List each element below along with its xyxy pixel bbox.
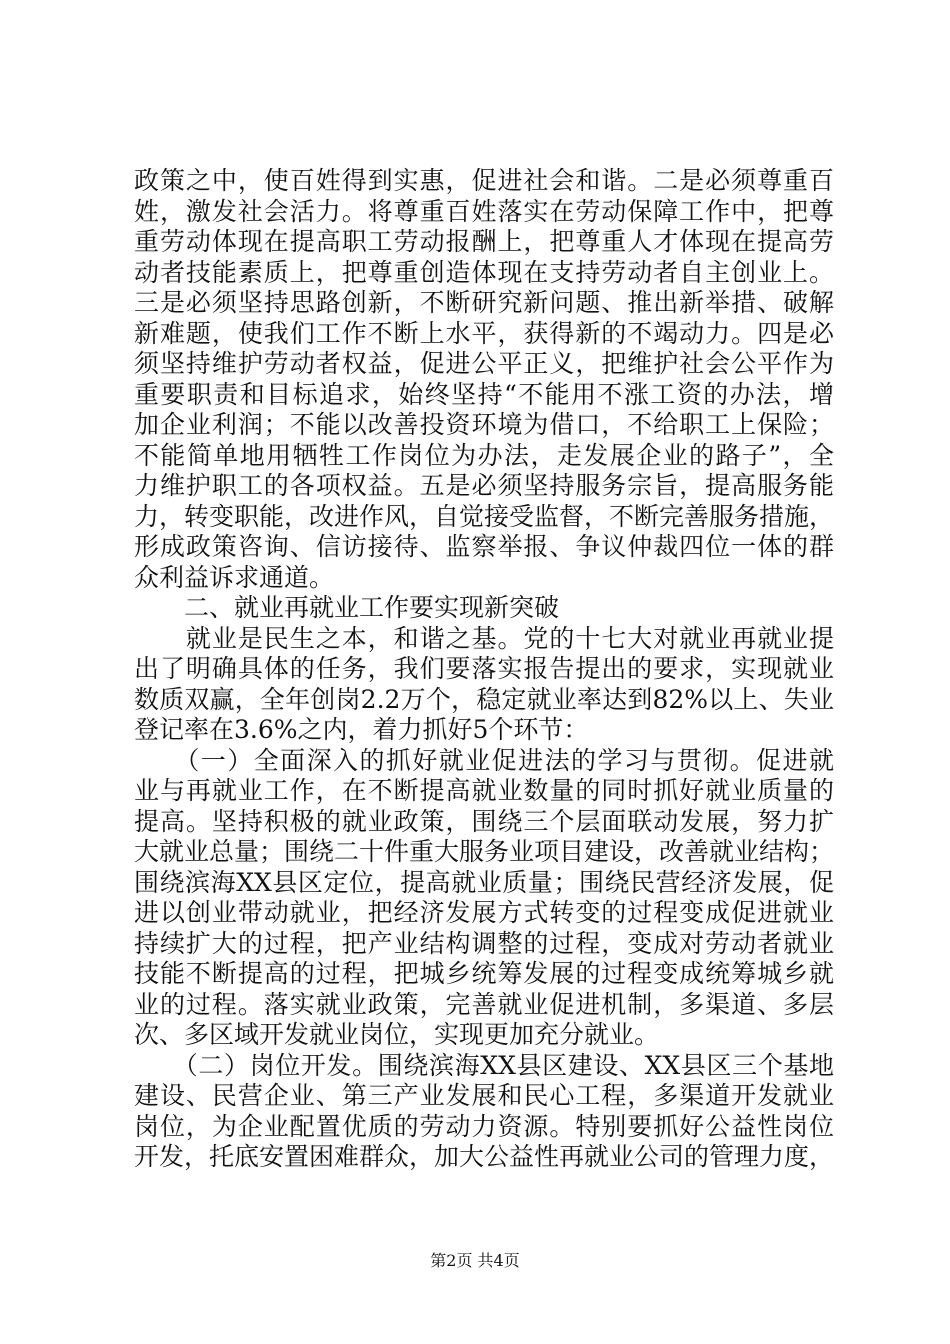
text-line: 开发，托底安置困难群众，加大公益性再就业公司的管理力度， xyxy=(134,1142,835,1171)
text-line: （二）岗位开发。围绕滨海XX县区建设、XX县区三个基地 xyxy=(134,1050,834,1080)
text-line: 业的过程。落实就业政策，完善就业促进机制，多渠道、多层 xyxy=(134,989,834,1019)
text-line: 新难题，使我们工作不断上水平，获得新的不竭动力。四是必 xyxy=(134,318,834,348)
text-line: 姓，激发社会活力。将尊重百姓落实在劳动保障工作中，把尊 xyxy=(134,196,834,226)
document-body xyxy=(134,166,834,1173)
text-line: 动者技能素质上，把尊重创造体现在支持劳动者自主创业上。 xyxy=(134,257,834,287)
page-footer: 第2页 共4页 xyxy=(430,1251,520,1270)
text-line: 技能不断提高的过程，把城乡统筹发展的过程变成统筹城乡就 xyxy=(134,959,834,988)
text-line: 大就业总量；围绕二十件重大服务业项目建设，改善就业结构； xyxy=(134,837,835,866)
text-line: 进以创业带动就业，把经济发展方式转变的过程变成促进就业 xyxy=(134,898,834,927)
text-line: 就业是民生之本，和谐之基。党的十七大对就业再就业提 xyxy=(134,623,834,653)
text-line: 形成政策咨询、信访接待、监察举报、争议仲裁四位一体的群 xyxy=(134,532,834,561)
text-line: 加企业利润；不能以改善投资环境为借口，不给职工上保险； xyxy=(134,410,834,439)
text-line: 须坚持维护劳动者权益，促进公平正义，把维护社会公平作为 xyxy=(134,349,834,378)
text-line: 众利益诉求通道。 xyxy=(134,562,335,592)
text-line: 岗位，为企业配置优质的劳动力资源。特别要抓好公益性岗位 xyxy=(134,1111,834,1141)
text-line: 二、就业再就业工作要实现新突破 xyxy=(134,593,560,622)
text-line: 出了明确具体的任务，我们要落实报告提出的要求，实现就业 xyxy=(134,654,834,683)
text-line: 力维护职工的各项权益。五是必须坚持服务宗旨，提高服务能 xyxy=(134,471,834,500)
text-line: 数质双赢，全年创岗2.2万个，稳定就业率达到82%以上、失业 xyxy=(134,684,834,714)
text-line: 围绕滨海XX县区定位，提高就业质量；围绕民营经济发展，促 xyxy=(134,867,834,897)
text-line: 建设、民营企业、第三产业发展和民心工程，多渠道开发就业 xyxy=(134,1081,834,1110)
text-line: （一）全面深入的抓好就业促进法的学习与贯彻。促进就 xyxy=(134,745,834,775)
text-line: 政策之中，使百姓得到实惠，促进社会和谐。二是必须尊重百 xyxy=(134,166,834,195)
text-line: 重劳动体现在提高职工劳动报酬上，把尊重人才体现在提高劳 xyxy=(134,227,834,256)
text-line: 三是必须坚持思路创新，不断研究新问题、推出新举措、破解 xyxy=(134,288,834,317)
text-line: 不能简单地用牺牲工作岗位为办法，走发展企业的路子”，全 xyxy=(134,440,834,470)
text-line: 次、多区域开发就业岗位，实现更加充分就业。 xyxy=(134,1020,660,1049)
text-line: 提高。坚持积极的就业政策，围绕三个层面联动发展，努力扩 xyxy=(134,806,834,836)
text-line: 重要职责和目标追求，始终坚持“不能用不涨工资的办法，增 xyxy=(134,379,834,409)
text-line: 力，转变职能，改进作风，自觉接受监督，不断完善服务措施， xyxy=(134,501,835,531)
text-line: 业与再就业工作，在不断提高就业数量的同时抓好就业质量的 xyxy=(134,776,834,805)
text-line: 登记率在3.6%之内，着力抓好5个环节： xyxy=(134,715,589,744)
text-line: 持续扩大的过程，把产业结构调整的过程，变成对劳动者就业 xyxy=(134,928,834,958)
